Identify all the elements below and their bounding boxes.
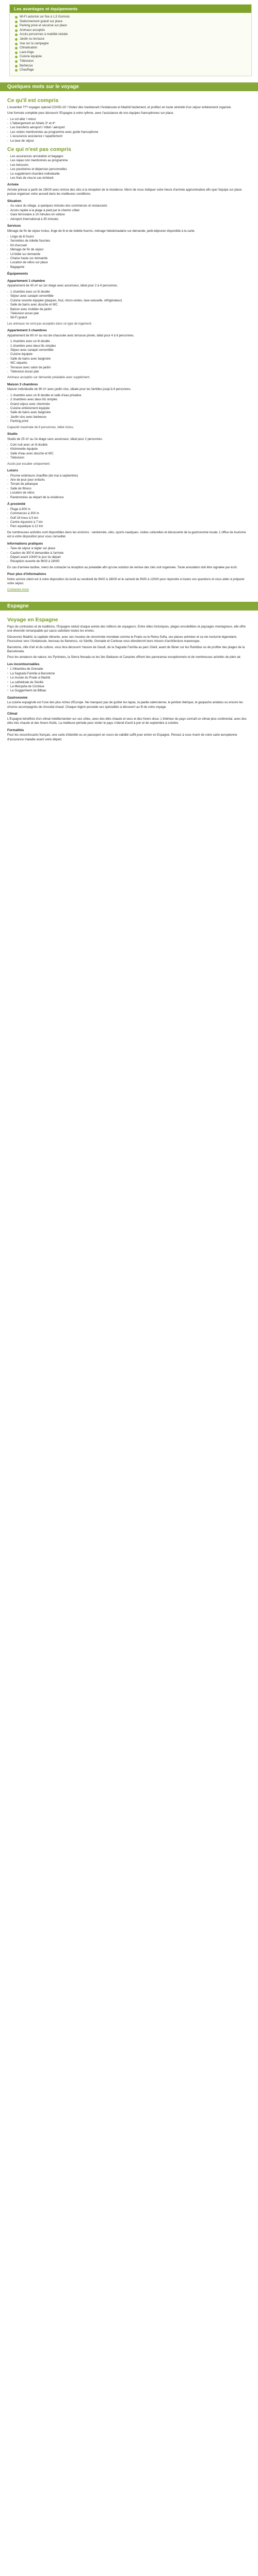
check-icon [15,65,18,67]
check-icon [15,52,18,54]
list-item: - Parc aquatique à 12 km [7,524,251,529]
included-list [7,117,251,143]
list-item: - Les assurances annulation et bagages [7,155,251,159]
list-item: - Terrasse avec salon de jardin [7,366,251,370]
check-icon [15,47,18,49]
list-item: - Salle d'eau avec douche et WC [7,452,251,456]
list-item: - Salle de bains avec baignoire [7,411,251,415]
list-item: - Salle de bains avec douche et WC [7,303,251,307]
advantage-item: Climatisation [15,46,247,50]
list-item: - Cuisine ouverte équipée (plaques, four, micro-ondes, lave-vaisselle, réfrigérateur) [7,299,251,303]
studio-intro: Studio de 25 m² au 2e étage sans ascenseur, idéal pour 2 personnes. [7,437,103,441]
spain-heading: Voyage en Espagne [7,616,58,623]
list-item: - La taxe de séjour [7,139,251,143]
list-item: - Les transferts aéroport / hôtel / aéroport [7,126,251,130]
list-item: - Séjour avec canapé convertible [7,348,251,352]
list-item: - Parking privé [7,419,251,423]
check-icon [15,16,18,19]
spain-content [0,611,258,745]
advantage-item: Wi-Fi autorisé sur fixe à 1,5 Go/mois [15,15,247,20]
list-item: - Plage à 800 m [7,507,251,512]
leisure-heading: Loisirs [7,469,18,473]
advantage-item: Télévision [15,59,247,64]
list-item: - Location de vélos [7,491,251,495]
leisure-list [7,474,251,500]
list-item: - Télévision écran plat [7,370,251,374]
gastronomy-heading: Gastronomie [7,696,28,700]
equipments-heading: Équipements [7,272,28,276]
arrival-heading: Arrivée [7,183,19,187]
advantage-item: Animaux acceptés [15,28,247,33]
advantage-item: Barbecue [15,64,247,69]
advantages-title: Les avantages et équipements [10,5,251,13]
list-item: • La Sagrada Família à Barcelone [7,672,251,676]
list-item: - Coin nuit avec un lit double [7,443,251,447]
advantages-box [9,4,252,76]
list-item: - Réception ouverte de 9h00 à 19h00 [7,560,251,564]
list-item: - Randonnées au départ de la résidence [7,496,251,500]
check-icon [15,56,18,58]
list-item: • La Mezquita de Cordoue [7,685,251,689]
check-icon [15,33,18,36]
paragraph: Une formule complète pour découvrir l'Espagne à votre rythme, avec l'assistance de nos équipes francophones sur place. [7,112,174,115]
list-item: - Lit bébé sur demande [7,252,251,257]
list-item: - Gare ferroviaire à 10 minutes en voiture [7,213,251,217]
list-item: - Balcon avec mobilier de jardin [7,308,251,312]
situation-heading: Situation [7,199,22,203]
nearby-heading: À proximité [7,502,26,506]
check-icon [15,25,18,27]
practical-text: En cas d'arrivée tardive, merci de contacter la réception au préalable afin qu'une solution de remise des clés soit organisée. Toute annulation doit être signalée par écrit. [7,566,238,569]
not-included-list [7,155,251,180]
apt1-list [7,290,251,320]
list-item: - 1 chambre avec un lit double et salle d'eau privative [7,394,251,398]
list-item: - L'hébergement en hôtels 3* et 4* [7,122,251,126]
climate-heading: Climat [7,712,18,716]
list-item: - Les visites mentionnées au programme avec guide francophone [7,130,251,134]
list-item: - Accès rapide à la plage à pied par le chemin côtier [7,209,251,213]
advantage-item: Accès personnes à mobilité réduite [15,32,247,37]
apt2-list [7,340,251,374]
section-header-region: Espagne [0,602,258,611]
services-heading: Services [7,224,21,228]
list-item: - Wi-Fi gratuit [7,316,251,320]
advantages-list [10,13,251,76]
list-item: - Aire de jeux pour enfants [7,478,251,482]
list-item: - Kitchenette équipée [7,447,251,451]
list-item: - Bagagerie [7,265,251,269]
contact-paragraph [7,588,251,592]
advantage-item: Chauffage [15,68,247,73]
paragraph: L'essentiel ??? voyages spécial COVID-19 ! Visitez dès maintenant l'Andalousie et Madrid facilement, et profitez en toute sérénité d'un séjour entièrement organisé. [7,106,232,109]
not-included-heading: Ce qui n'est pas compris [7,146,71,152]
apt3-heading: Maison 3 chambres [7,382,38,386]
studio-list [7,443,251,461]
contact-link[interactable]: Contactez-nous [7,588,29,591]
list-item: - Les frais de visa le cas échéant [7,176,251,180]
list-item: - Télévision écran plat [7,312,251,316]
paragraph: Pays de contrastes et de traditions, l'Espagne séduit chaque année des millions de voyageurs. Entre villes historiques, plages ensoleillées et paysages montagneux, elle offre une diversité remarquable qui saura satisfaire toutes les envies. [7,625,246,633]
paragraph: Découvrez Madrid, la capitale vibrante, avec ses musées de renommée mondiale comme le Prado ou le Reina Sofia, ses places animées et sa vie nocturne légendaire. Poursuivez vers l'Andalousie, berceau du flamenco, où Séville, Grenade et Cordoue vous dévoileront leurs trésors d'architecture mauresque. [7,635,237,643]
studio-heading: Studio [7,432,18,436]
list-item: - Aéroport international à 35 minutes [7,217,251,222]
list-item: - Au cœur du village, à quelques minutes des commerces et restaurants [7,204,251,208]
list-item: - 1 chambre avec deux lits simples [7,344,251,348]
check-icon [15,21,18,23]
highlights-list [7,667,251,693]
list-item: - Terrain de pétanque [7,482,251,486]
practical-heading: Informations pratiques [7,541,43,546]
advantage-item: Cuisine équipée [15,55,247,59]
nearby-text: De nombreuses activités sont disponibles dans les environs : randonnée, vélo, sports nautiques, visites culturelles et découverte de la gastronomie locale. L'office de tourisme est à votre disposition pour vous conseiller. [7,531,246,539]
check-icon [15,38,18,41]
list-item: - 2 chambres avec deux lits simples [7,398,251,402]
list-item: - Cuisine équipée [7,352,251,357]
list-item: - 1 chambre avec un lit double [7,290,251,294]
list-item: • L'Alhambra de Grenade [7,667,251,671]
list-item: - Salle de fitness [7,487,251,491]
apt2-note: Animaux acceptés sur demande préalable avec supplément. [7,376,90,380]
trip-content [0,91,258,596]
situation-list [7,204,251,222]
list-item: • Le Guggenheim de Bilbao [7,689,251,693]
included-heading: Ce qu'il est compris [7,97,59,104]
section-header-knowledge: Quelques mots sur le voyage [0,82,258,91]
list-item: - Kit d'accueil [7,244,251,248]
list-item: - Séjour avec canapé convertible [7,294,251,298]
list-item: - Jardin clos avec barbecue [7,415,251,419]
highlights-heading: Les incontournables [7,662,40,666]
list-item: - Cuisine entièrement équipée [7,406,251,411]
apt1-intro: Appartement de 40 m² au 1er étage avec ascenseur, idéal pour 2 à 4 personnes. [7,284,118,288]
list-item: - Les pourboires et dépenses personnelles [7,167,251,172]
apt3-note: Capacité maximale de 8 personnes, bébé inclus. [7,426,74,429]
practical-list [7,547,251,564]
list-item: - Piscine extérieure chauffée (de mai à septembre) [7,474,251,478]
studio-note: Accès par escalier uniquement. [7,462,51,466]
list-item: • Le musée du Prado à Madrid [7,676,251,680]
contact-text: Notre service client est à votre disposition du lundi au vendredi de 9h00 à 18h00 et le samedi de 9h00 à 12h00 pour répondre à toutes vos questions et vous aider à préparer votre séjour. [7,578,245,586]
check-icon [15,60,18,63]
list-item: - Télévision [7,456,251,460]
formalities-text: Pour les ressortissants français, une carte d'identité ou un passeport en cours de validité suffit pour entrer en Espagne. Pensez à vous munir de votre carte européenne d'assurance maladie avant votre départ. [7,734,237,741]
advantage-item: Jardin ou terrasse [15,37,247,42]
gastronomy-text: La cuisine espagnole est l'une des plus riches d'Europe. Ne manquez pas de goûter les tapas, la paella valencienne, le jambon ibérique, le gaspacho andalou ou encore les churros accompagnés de chocolat chaud. Chaque région possède ses spécialités à découvrir au fil de votre voyage. [7,701,243,709]
list-item: - Grand séjour avec cheminée [7,402,251,406]
formalities-heading: Formalités [7,728,24,732]
apt2-heading: Appartement 2 chambres [7,329,47,333]
list-item: - WC séparés [7,361,251,365]
list-item: - Centre équestre à 7 km [7,520,251,524]
list-item: - Le vol aller / retour [7,117,251,122]
list-item: - Ménage de fin de séjour [7,248,251,252]
services-list [7,235,251,269]
list-item: - Le supplément chambre individuelle [7,172,251,176]
apt1-heading: Appartement 1 chambre [7,279,45,283]
page [0,4,258,745]
apt3-intro: Maison individuelle de 90 m² avec jardin clos, idéale pour les familles jusqu'à 8 personnes. [7,388,132,392]
nearby-list [7,507,251,529]
apt2-intro: Appartement de 60 m² au rez-de-chaussée avec terrasse privée, idéal pour 4 à 6 personnes. [7,334,135,337]
paragraph: Pour les amateurs de nature, les Pyrénées, la Sierra Nevada ou les îles Baléares et Canaries offrent des panoramas exceptionnels et de nombreuses activités de plein air. [7,656,241,659]
apt1-note: Les animaux ne sont pas acceptés dans ce type de logement. [7,322,92,326]
list-item: - Taxe de séjour à régler sur place [7,547,251,551]
arrival-text: Arrivée prévue à partir de 15h00 avec remise des clés à la réception de la résidence. Merci de nous indiquer votre heure d'arrivée approximative afin que l'équipe sur place puisse organiser votre accueil dans les meilleures conditions. [7,189,242,196]
list-item: - Serviettes de toilette fournies [7,239,251,243]
paragraph: Barcelone, ville d'art et de culture, vous fera découvrir l'œuvre de Gaudí, de la Sagrada Família au parc Güell, avant de flâner sur les Ramblas ou de profiter des plages de la Barceloneta. [7,646,245,653]
advantage-item: Vue sur la campagne [15,42,247,46]
contact-heading: Pour plus d'informations [7,572,46,577]
check-icon [15,43,18,45]
advantage-item: Stationnement gratuit sur place [15,20,247,24]
list-item: • La cathédrale de Séville [7,681,251,685]
list-item: - Chaise haute sur demande [7,257,251,261]
list-item: - Salle de bains avec baignoire [7,357,251,361]
services-text: Ménage de fin de séjour inclus, linge de lit et de toilette fournis, ménage hebdomadaire sur demande, petit-déjeuner disponible à la carte. [7,229,196,233]
list-item: - Golf 18 trous à 5 km [7,516,251,520]
list-item: - Commerces à 300 m [7,512,251,516]
list-item: - Les repas non mentionnés au programme [7,159,251,163]
list-item: - Location de vélos sur place [7,261,251,265]
list-item: - Caution de 300 € demandée à l'arrivée [7,551,251,555]
apt3-list [7,394,251,424]
list-item: - L'assurance assistance / rapatriement [7,134,251,139]
check-icon [15,29,18,32]
list-item: - Linge de lit fourni [7,235,251,239]
check-icon [15,69,18,72]
advantage-item: Lave-linge [15,50,247,55]
climate-text: L'Espagne bénéficie d'un climat méditerranéen sur ses côtes, avec des étés chauds et secs et des hivers doux. L'intérieur du pays connaît un climat plus continental, avec des étés très chauds et des hivers froids. La meilleure période pour visiter le pays s'étend d'avril à juin et de septembre à octobre. [7,717,247,725]
advantage-item: Parking privé et sécurisé sur place [15,24,247,28]
list-item: - Départ avant 10h00 le jour du départ [7,555,251,560]
list-item: - Les boissons [7,163,251,167]
list-item: - 1 chambre avec un lit double [7,340,251,344]
